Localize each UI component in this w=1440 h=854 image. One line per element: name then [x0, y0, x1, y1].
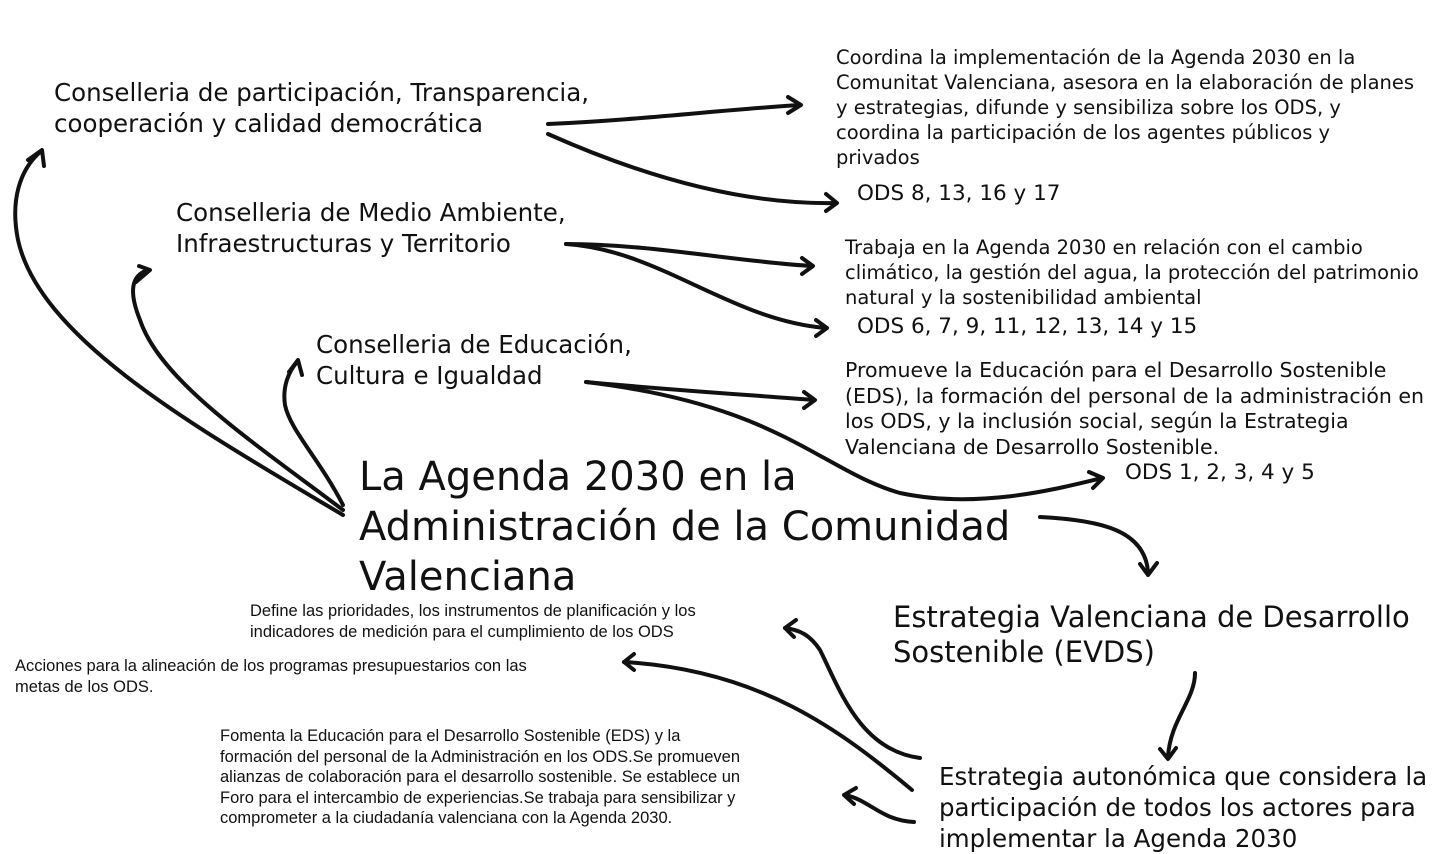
arrow-center-to-conselleria-medio-ambiente [133, 270, 343, 510]
arrow-evds-to-summary [1168, 673, 1195, 757]
conselleria-educacion: Conselleria de Educación, Cultura e Igualdad [316, 330, 632, 390]
arrow-summary-to-detail-3 [845, 795, 914, 822]
arrow-conselleria2-to-description [566, 244, 812, 266]
evds-summary: Estrategia autonómica que considera la participación de todos los actores para implementar la Agenda 2030 [939, 762, 1428, 853]
description-participacion: Coordina la implementación de la Agenda 2030 en la Comunitat Valenciana, asesora en la elaboración de planes y estrategias, difunde y sensibiliza sobre los ODS, y coordina la participación de los agentes públicos y privados [836, 46, 1415, 169]
arrow-conselleria1-to-ods [548, 134, 836, 203]
central-title: La Agenda 2030 en la Administración de la Comunidad Valenciana [359, 454, 1011, 600]
arrow-center-to-evds [1040, 517, 1148, 572]
evds-detail-presupuestos: Acciones para la alineación de los programas presupuestarios con las metas de los ODS. [15, 657, 527, 696]
description-medio-ambiente: Trabaja en la Agenda 2030 en relación con el cambio climático, la gestión del agua, la protección del patrimonio natural y la sostenibilidad ambiental [845, 236, 1419, 309]
ods-medio-ambiente: ODS 6, 7, 9, 11, 12, 13, 14 y 15 [857, 314, 1198, 339]
evds-title: Estrategia Valenciana de Desarrollo Sostenible (EVDS) [893, 600, 1410, 669]
description-educacion: Promueve la Educación para el Desarrollo Sostenible (EDS), la formación del personal de la administración en los ODS, y la inclusión social, según la Estrategia Valenciana de Desarrollo Sostenible. [845, 358, 1424, 459]
evds-detail-prioridades: Define las prioridades, los instrumentos de planificación y los indicadores de medición para el cumplimiento de los ODS [250, 602, 696, 641]
ods-participacion: ODS 8, 13, 16 y 17 [857, 181, 1061, 206]
conselleria-medio-ambiente: Conselleria de Medio Ambiente, Infraestructuras y Territorio [176, 198, 566, 258]
ods-educacion: ODS 1, 2, 3, 4 y 5 [1125, 460, 1315, 485]
arrow-conselleria2-to-ods [566, 244, 826, 328]
conselleria-participacion: Conselleria de participación, Transparencia, cooperación y calidad democrática [54, 78, 590, 138]
evds-detail-educacion: Fomenta la Educación para el Desarrollo Sostenible (EDS) y la formación del personal de la Administración en los ODS.Se promueven alianzas de colaboración para el desarrollo sostenible. Se establece un Foro para el intercambio de experiencias.Se trabaja para sensibilizar y comprometer a la ciudadanía valenciana con la Agenda 2030. [220, 727, 741, 828]
